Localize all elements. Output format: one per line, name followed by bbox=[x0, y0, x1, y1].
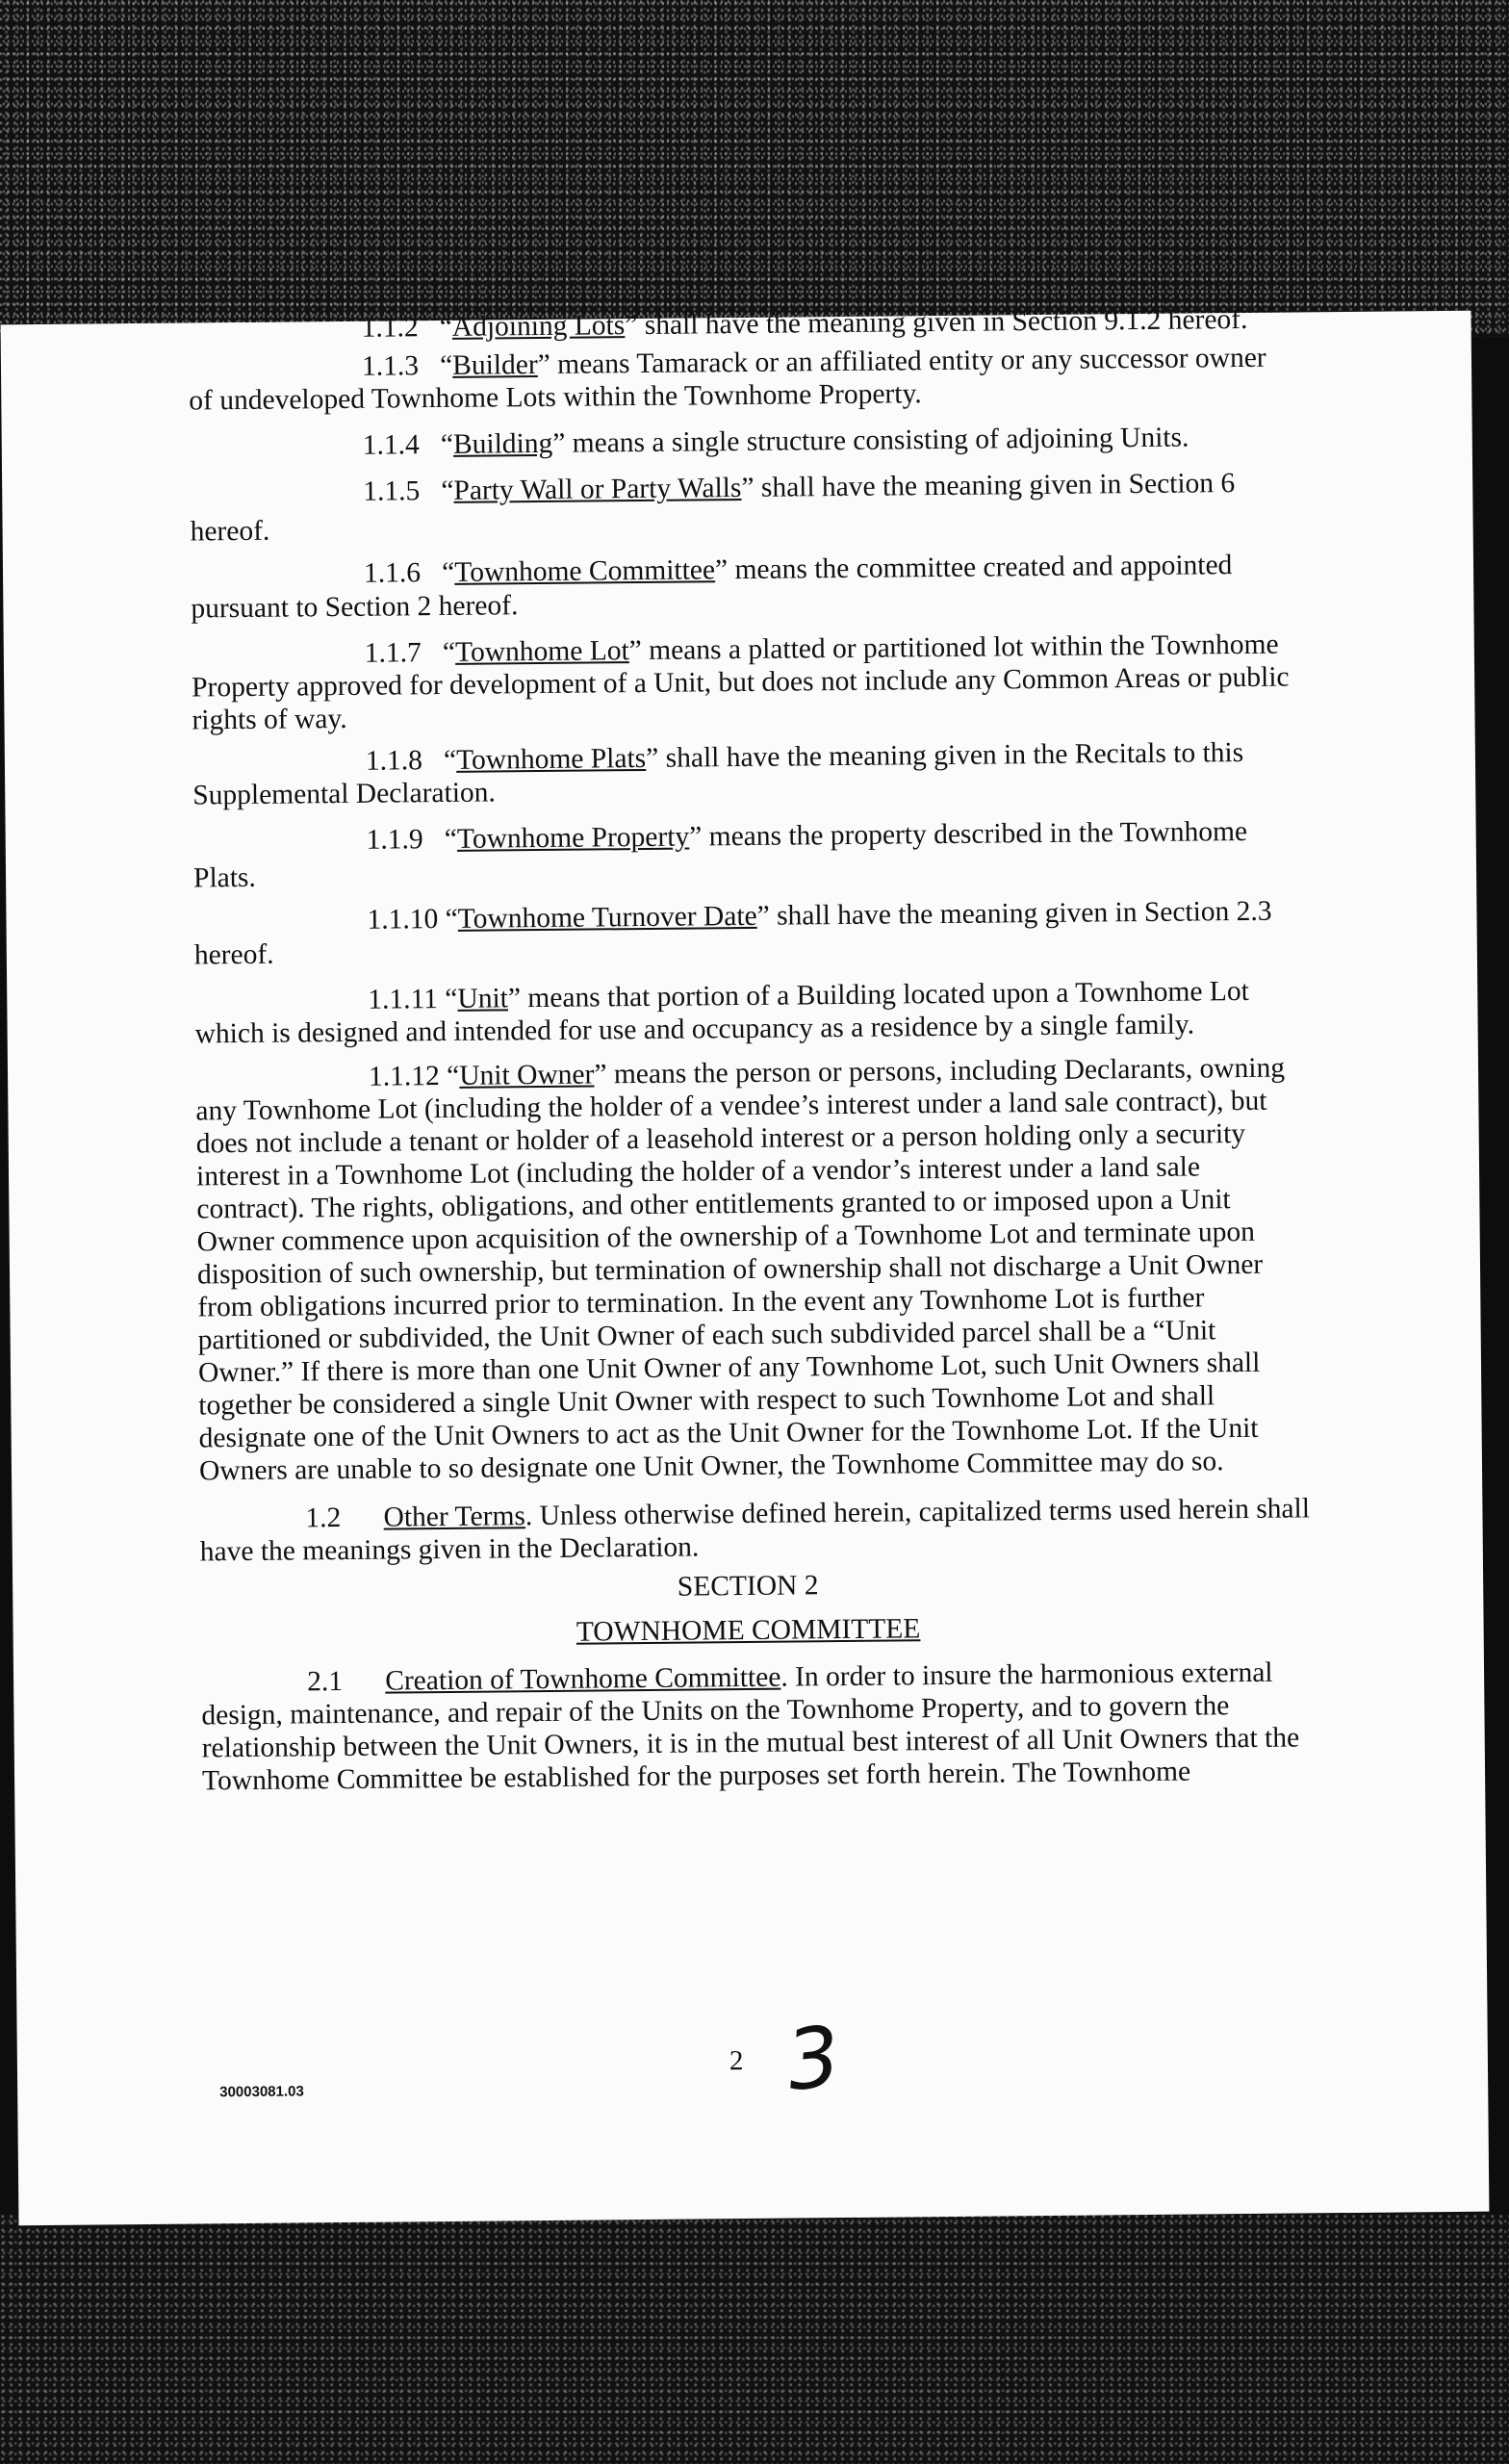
document-code: 30003081.03 bbox=[219, 2083, 304, 2101]
definition-1-1-10: 1.1.10 “Townhome Turnover Date” shall have the meaning given in Section 2.3 bbox=[367, 895, 1272, 936]
definition-1-1-12-line: Owners are unable to so designate one Unit Owner, the Townhome Committee may do so. bbox=[198, 1446, 1224, 1487]
scan-noise-bottom bbox=[0, 2214, 1509, 2464]
definition-1-1-12-line: any Townhome Lot (including the holder of a vendee’s interest under a land sale contract), but bbox=[195, 1085, 1267, 1127]
definition-1-1-3: 1.1.3 “Builder” means Tamarack or an affiliated entity or any successor owner bbox=[361, 342, 1266, 382]
section-2-1-line: Townhome Committee be established for the purposes set forth herein. The Townhome bbox=[201, 1756, 1191, 1797]
term-unit-owner: Unit Owner bbox=[459, 1059, 595, 1091]
definition-1-1-12-line: does not include a tenant or holder of a leasehold interest or a person holding only a security bbox=[195, 1118, 1246, 1160]
section-2-1-line: design, maintenance, and repair of the Units on the Townhome Property, and to govern the bbox=[201, 1690, 1230, 1732]
definition-1-1-3-cont: of undeveloped Townhome Lots within the Townhome Property. bbox=[189, 378, 922, 417]
definition-1-1-12-line: together be considered a single Unit Owner with respect to such Townhome Lot and shall bbox=[198, 1380, 1215, 1422]
definition-1-1-5: 1.1.5 “Party Wall or Party Walls” shall have the meaning given in Section 6 bbox=[363, 468, 1236, 507]
definition-1-1-7-cont: Property approved for development of a Unit, but does not include any Common Areas or public bbox=[192, 661, 1290, 704]
definition-1-1-6: 1.1.6 “Townhome Committee” means the committee created and appointed bbox=[363, 550, 1233, 589]
term-building: Building bbox=[452, 427, 553, 460]
definition-1-1-7: 1.1.7 “Townhome Lot” means a platted or partitioned lot within the Townhome bbox=[364, 629, 1279, 669]
definition-1-1-4: 1.1.4 “Building” means a single structure consisting of adjoining Units. bbox=[362, 422, 1189, 461]
scan-noise-top bbox=[0, 0, 1509, 337]
definition-1-1-11-cont: which is designed and intended for use and occupancy as a residence by a single family. bbox=[194, 1009, 1195, 1050]
definition-1-1-7-cont2: rights of way. bbox=[192, 703, 347, 736]
section-1-2-title: Other Terms bbox=[383, 1501, 526, 1533]
definition-1-1-12-line: partitioned or subdivided, the Unit Owner of each such subdivided parcel shall be a “Unit bbox=[197, 1315, 1216, 1356]
section-1-2-cont: have the meanings given in the Declaration. bbox=[199, 1531, 700, 1568]
term-adjoining-lots: Adjoining Lots bbox=[451, 310, 626, 343]
term-townhome-property: Townhome Property bbox=[456, 821, 690, 855]
section-2-1-line: relationship between the Unit Owners, it is in the mutual best interest of all Unit Owners that the bbox=[201, 1722, 1300, 1764]
section-2-1-title: Creation of Townhome Committee bbox=[385, 1661, 781, 1697]
definition-1-1-9: 1.1.9 “Townhome Property” means the property described in the Townhome bbox=[366, 815, 1248, 856]
definition-1-1-11: 1.1.11 “Unit” means that portion of a Building located upon a Townhome Lot bbox=[368, 975, 1249, 1015]
definition-1-1-12-line: Owner commence upon acquisition of the ownership of a Townhome Lot and terminate upon bbox=[196, 1216, 1256, 1258]
term-unit: Unit bbox=[457, 983, 509, 1014]
definition-1-1-5-cont: hereof. bbox=[190, 515, 270, 548]
definition-1-1-10-cont: hereof. bbox=[193, 938, 274, 971]
section-2-heading: SECTION 2 bbox=[677, 1570, 819, 1603]
definition-1-1-12-line: Owner.” If there is more than one Unit Owner of any Townhome Lot, such Unit Owners shall bbox=[197, 1347, 1261, 1389]
definition-1-1-9-cont: Plats. bbox=[192, 861, 256, 894]
section-1-2: 1.2 Other Terms. Unless otherwise defined herein, capitalized terms used herein shall bbox=[305, 1493, 1311, 1534]
definition-1-1-12-line: disposition of such ownership, but termination of ownership shall not discharge a Unit Owner bbox=[196, 1248, 1264, 1291]
page-number: 2 bbox=[729, 2045, 744, 2077]
term-townhome-lot: Townhome Lot bbox=[454, 635, 629, 668]
term-party-wall: Party Wall or Party Walls bbox=[453, 472, 742, 506]
definition-1-1-12: 1.1.12 “Unit Owner” means the person or persons, including Declarants, owning bbox=[368, 1052, 1286, 1092]
definition-1-1-8-cont: Supplemental Declaration. bbox=[192, 777, 496, 811]
term-townhome-committee: Townhome Committee bbox=[454, 554, 716, 588]
section-2-subheading: TOWNHOME COMMITTEE bbox=[575, 1613, 921, 1648]
definition-1-1-6-cont: pursuant to Section 2 hereof. bbox=[191, 590, 519, 625]
definition-1-1-12-line: from obligations incurred prior to termination. In the event any Townhome Lot is further bbox=[197, 1282, 1205, 1323]
definition-1-1-12-line: designate one of the Unit Owners to act as the Unit Owner for the Townhome Lot. If the Unit bbox=[198, 1412, 1259, 1454]
term-townhome-turnover-date: Townhome Turnover Date bbox=[457, 900, 757, 935]
definition-1-1-8: 1.1.8 “Townhome Plats” shall have the meaning given in the Recitals to this bbox=[365, 737, 1244, 777]
definition-1-1-12-line: contract). The rights, obligations, and other entitlements granted to or imposed upon a Unit bbox=[196, 1184, 1231, 1225]
definition-1-1-2: 1.1.2 “Adjoining Lots” shall have the meaning given in Section 9.1.2 hereof. bbox=[361, 303, 1248, 344]
document-page bbox=[1, 303, 1490, 2226]
section-2-1: 2.1 Creation of Townhome Committee. In order to insure the harmonious external bbox=[306, 1656, 1273, 1698]
handwritten-page-number: 3 bbox=[781, 2008, 846, 2111]
term-townhome-plats: Townhome Plats bbox=[455, 742, 647, 776]
definition-1-1-12-line: interest in a Townhome Lot (including the holder of a vendor’s interest under a land sale bbox=[195, 1151, 1201, 1193]
term-builder: Builder bbox=[452, 349, 538, 381]
